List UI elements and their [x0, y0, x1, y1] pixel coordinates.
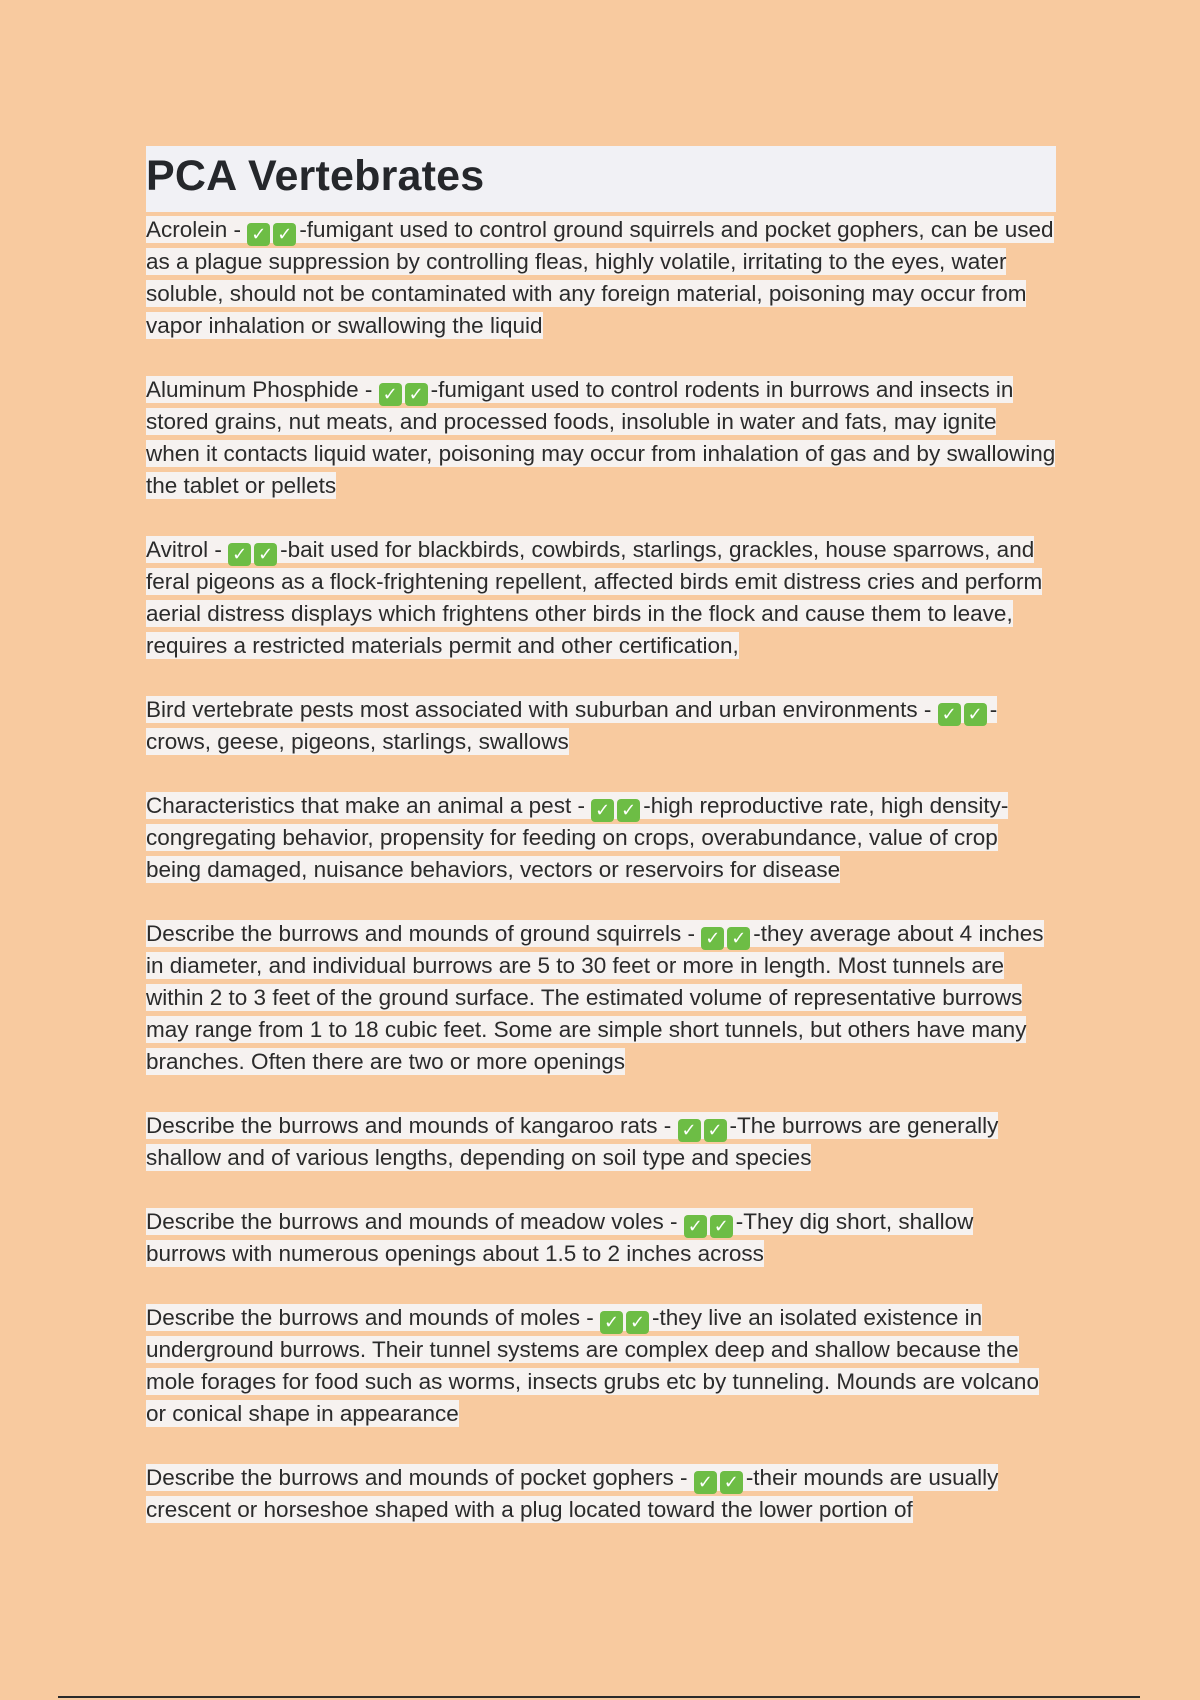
document-page — [146, 146, 1056, 1558]
check-mark-icon: ✓ — [600, 1311, 623, 1334]
list-item — [146, 374, 1056, 502]
entry-term: Acrolein - — [146, 217, 242, 242]
list-item — [146, 534, 1056, 662]
check-mark-icon: ✓ — [273, 223, 296, 246]
entry-term: Aluminum Phosphide - — [146, 377, 373, 402]
entry-term: Bird vertebrate pests most associated with suburban and urban environments - — [146, 697, 932, 722]
list-item — [146, 1206, 1056, 1270]
entry-term: Describe the burrows and mounds of moles - — [146, 1305, 594, 1330]
page-divider — [58, 1696, 1140, 1698]
list-item — [146, 790, 1056, 886]
list-item — [146, 918, 1056, 1078]
check-mark-icon: ✓ — [626, 1311, 649, 1334]
list-item — [146, 1110, 1056, 1174]
entry-definition: -The burrows are generally shallow and of various lengths, depending on soil type and species — [146, 1113, 999, 1170]
entry-definition: -fumigant used to control rodents in burrows and insects in stored grains, nut meats, and processed foods, insoluble in water and fats, may ignite when it contacts liquid water, poisoning may occur from inhalation of gas and by swallowing the tablet or pellets — [146, 377, 1056, 498]
list-item — [146, 1462, 1056, 1526]
check-mark-icon: ✓ — [591, 799, 614, 822]
check-mark-icon: ✓ — [247, 223, 270, 246]
entry-definition: -their mounds are usually crescent or horseshoe shaped with a plug located toward the lower portion of — [146, 1465, 999, 1522]
entry-definition: -fumigant used to control ground squirrels and pocket gophers, can be used as a plague suppression by controlling fleas, highly volatile, irritating to the eyes, water soluble, should not be contaminated with any foreign material, poisoning may occur from vapor inhalation or swallowing the liquid — [146, 217, 1054, 338]
check-mark-icon: ✓ — [704, 1119, 727, 1142]
check-mark-icon: ✓ — [617, 799, 640, 822]
check-mark-icon: ✓ — [684, 1215, 707, 1238]
entry-definition: -bait used for blackbirds, cowbirds, starlings, grackles, house sparrows, and feral pigeons as a flock-frightening repellent, affected birds emit distress cries and perform aerial distress displays which frightens other birds in the flock and cause them to leave, requires a restricted materials permit and other certification, — [146, 537, 1043, 658]
check-mark-icon: ✓ — [678, 1119, 701, 1142]
entry-definition: -they average about 4 inches in diameter, and individual burrows are 5 to 30 feet or more in length. Most tunnels are within 2 to 3 feet of the ground surface. The estimated volume of representative burrows may range from 1 to 18 cubic feet. Some are simple short tunnels, but others have many branches. Often there are two or more openings — [146, 921, 1044, 1074]
entry-term: Describe the burrows and mounds of meadow voles - — [146, 1209, 678, 1234]
entry-definition: -they live an isolated existence in underground burrows. Their tunnel systems are complex deep and shallow because the mole forages for food such as worms, insects grubs etc by tunneling. Mounds are volcano or conical shape in appearance — [146, 1305, 1039, 1426]
list-item — [146, 694, 1056, 758]
entry-definition: -They dig short, shallow burrows with numerous openings about 1.5 to 2 inches across — [146, 1209, 974, 1266]
entry-definition: -high reproductive rate, high density-congregating behavior, propensity for feeding on crops, overabundance, value of crop being damaged, nuisance behaviors, vectors or reservoirs for disease — [146, 793, 1009, 882]
entry-list — [146, 214, 1056, 1526]
title-bar — [146, 146, 1056, 212]
entry-term: Characteristics that make an animal a pest - — [146, 793, 585, 818]
check-mark-icon: ✓ — [694, 1471, 717, 1494]
check-mark-icon: ✓ — [964, 703, 987, 726]
list-item — [146, 214, 1056, 342]
entry-term: Avitrol - — [146, 537, 222, 562]
check-mark-icon: ✓ — [938, 703, 961, 726]
check-mark-icon: ✓ — [720, 1471, 743, 1494]
entry-term: Describe the burrows and mounds of ground squirrels - — [146, 921, 696, 946]
check-mark-icon: ✓ — [228, 543, 251, 566]
check-mark-icon: ✓ — [379, 383, 402, 406]
check-mark-icon: ✓ — [710, 1215, 733, 1238]
check-mark-icon: ✓ — [727, 927, 750, 950]
check-mark-icon: ✓ — [405, 383, 428, 406]
list-item — [146, 1302, 1056, 1430]
check-mark-icon: ✓ — [254, 543, 277, 566]
entry-term: Describe the burrows and mounds of pocket gophers - — [146, 1465, 688, 1490]
entry-term: Describe the burrows and mounds of kangaroo rats - — [146, 1113, 672, 1138]
entry-definition: -crows, geese, pigeons, starlings, swallows — [146, 697, 998, 754]
page-title: PCA Vertebrates — [146, 152, 485, 200]
check-mark-icon: ✓ — [701, 927, 724, 950]
